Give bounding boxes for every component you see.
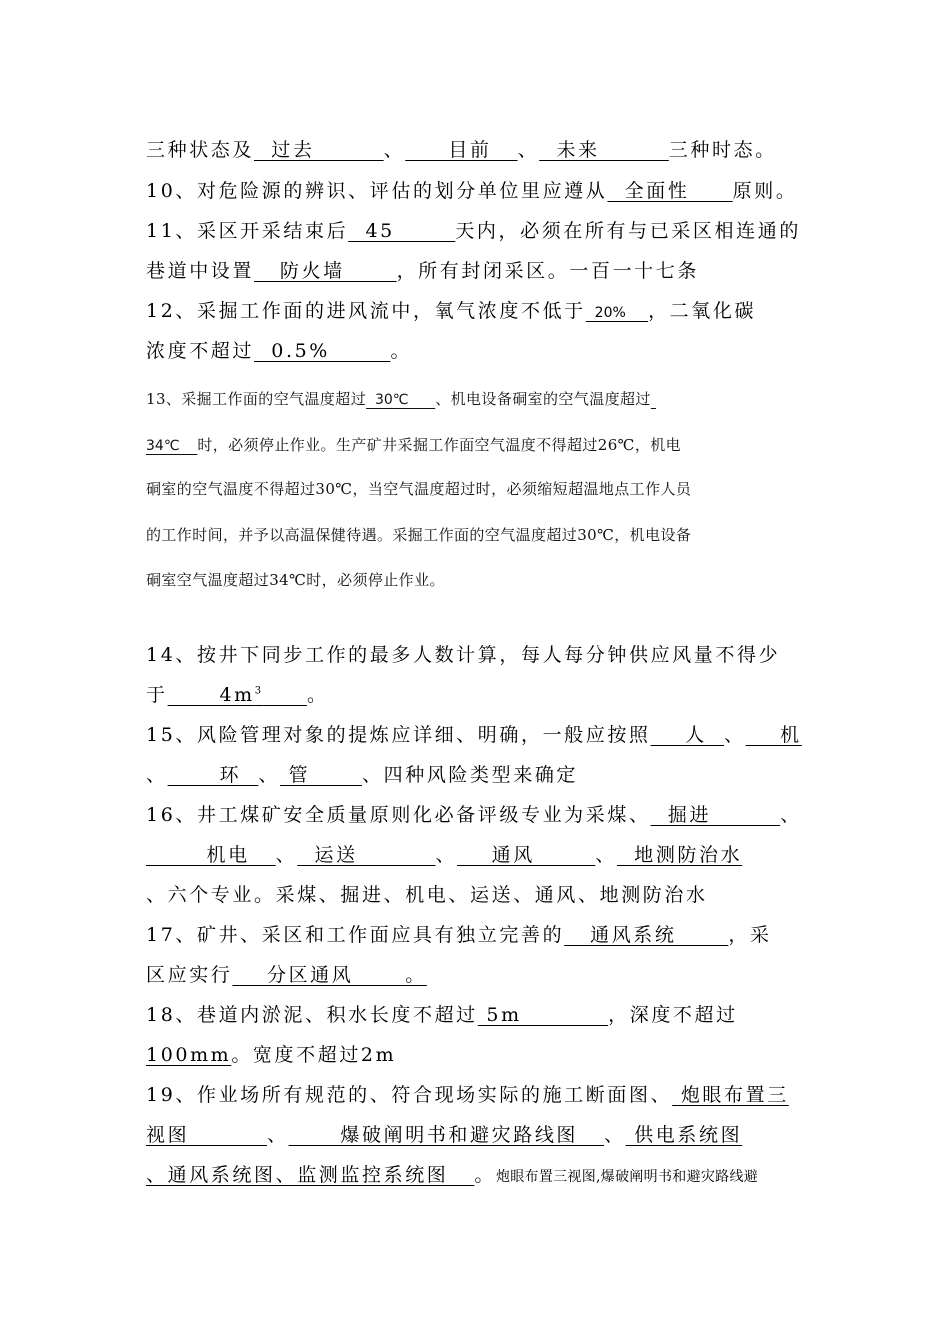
question-19: 19、作业场所有规范的、符合现场实际的施工断面图、 炮眼布置三 <box>146 1084 789 1106</box>
question-15: 15、风险管理对象的提炼应详细、明确，一般应按照 人 、 机 <box>146 724 802 746</box>
question-10: 10、对危险源的辨识、评估的划分单位里应遵从 全面性 原则。 <box>146 180 798 202</box>
question-16-note: 、六个专业。采煤、掘进、机电、运送、通风、地测防治水 <box>146 884 708 906</box>
answer-15d: 管 <box>279 764 363 786</box>
question-19-cont: 视图 、 爆破阐明书和避灾路线图 、 供电系统图 <box>146 1124 743 1146</box>
answer-17b: 分区通风 。 <box>232 964 427 986</box>
note-13-line-1: 硐室的空气温度不得超过30℃，当空气温度超过时，必须缩短超温地点工作人员 <box>146 480 692 498</box>
answer-19b: 视图 <box>146 1124 267 1146</box>
question-12: 12、采掘工作面的进风流中，氧气浓度不低于 20% ，二氧化碳 <box>146 300 757 322</box>
answer-present: 目前 <box>405 139 518 161</box>
answer-11a: 45 <box>348 220 456 242</box>
answer-14: $4m^3$ <box>167 684 264 706</box>
answer-13b: 34℃ <box>146 438 198 454</box>
question-17-cont: 区应实行 分区通风 。 <box>146 964 427 986</box>
answer-19d: 供电系统图 <box>625 1124 743 1146</box>
answer-16b: 机电 <box>146 844 276 866</box>
answer-11b: 防火墙 <box>254 260 397 282</box>
answer-16c: 运送 <box>297 844 436 866</box>
answer-12b: 0.5% <box>254 340 391 362</box>
question-18-cont: 100mm。宽度不超过2m <box>146 1044 397 1066</box>
question-16: 16、井工煤矿安全质量原则化必备评级专业为采煤、 掘进 、 <box>146 804 802 826</box>
question-15-cont: 、 环 、 管 、四种风险类型来确定 <box>146 764 579 786</box>
question-14-cont: 于 $4m^3$ 。 <box>146 684 329 706</box>
question-18: 18、巷道内淤泥、积水长度不超过 5m ，深度不超过 <box>146 1004 738 1026</box>
question-19-end: 、通风系统图、监测监控系统图 。炮眼布置三视图,爆破阐明书和避灾路线避 <box>146 1164 759 1186</box>
answer-15a: 人 <box>650 724 725 746</box>
question-13-cont: 34℃ 时，必须停止作业。生产矿井采掘工作面空气温度不得超过26℃，机电 <box>146 436 682 454</box>
question-14: 14、按井下同步工作的最多人数计算，每人每分钟供应风量不得少 <box>146 644 781 666</box>
answer-past: 过去 <box>254 139 384 161</box>
answer-10: 全面性 <box>607 180 733 202</box>
question-11: 11、采区开采结束后 45 天内，必须在所有与已采区相连通的 <box>146 220 801 242</box>
question-16-cont: 机电 、 运送 、 通风 、 地测防治水 <box>146 844 743 866</box>
question-13: 13、采掘工作面的空气温度超过 30℃ 、机电设备硐室的空气温度超过 <box>146 390 651 408</box>
note-13-line-3: 硐室空气温度超过34℃时，必须停止作业。 <box>146 571 445 589</box>
answer-13a: 30℃ <box>366 392 436 408</box>
answer-19e: 、通风系统图、监测监控系统图 <box>146 1164 475 1186</box>
answer-16d: 通风 <box>457 844 596 866</box>
answer-16e: 地测防治水 <box>616 844 743 866</box>
line-state-tense: 三种状态及 过去 、 目前 、 未来 三种时态。 <box>146 139 777 161</box>
answer-15b: 机 <box>745 724 802 746</box>
question-11-cont: 巷道中设置 防火墙 ，所有封闭采区。一百一十七条 <box>146 260 699 282</box>
answer-future: 未来 <box>539 139 669 161</box>
answer-19c: 爆破阐明书和避灾路线图 <box>288 1124 604 1146</box>
answer-19a: 炮眼布置三 <box>672 1084 789 1106</box>
question-17: 17、矿井、采区和工作面应具有独立完善的 通风系统 ，采 <box>146 924 772 946</box>
answer-17a: 通风系统 <box>564 924 729 946</box>
answer-15c: 环 <box>167 764 259 786</box>
answer-12a: 20% <box>585 305 649 321</box>
note-19: 炮眼布置三视图,爆破阐明书和避灾路线避 <box>495 1169 759 1185</box>
question-12-cont: 浓度不超过 0.5% 。 <box>146 340 413 362</box>
answer-18b: 100mm <box>146 1044 232 1066</box>
answer-16a: 掘进 <box>650 804 781 826</box>
answer-18a: 5m <box>477 1004 609 1026</box>
note-13-line-2: 的工作时间，并予以高温保健待遇。采掘工作面的空气温度超过30℃，机电设备 <box>146 526 692 544</box>
